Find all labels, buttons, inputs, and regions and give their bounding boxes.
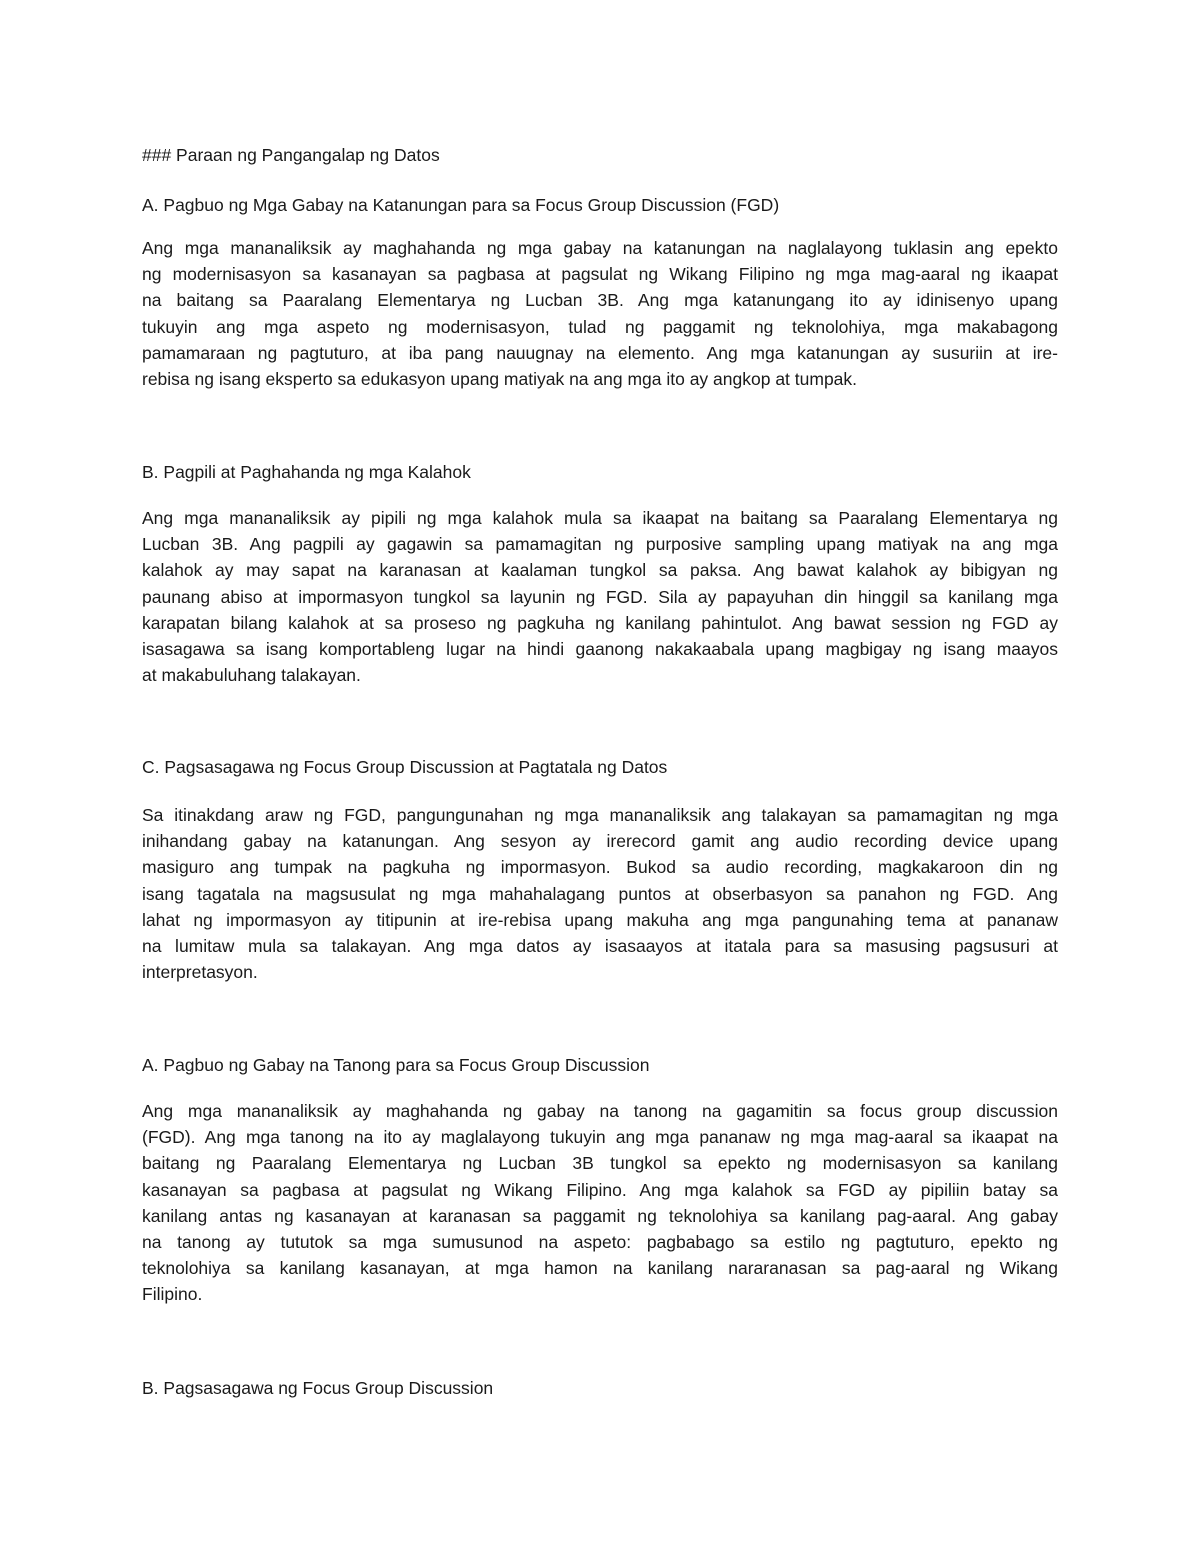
section-title: C. Pagsasagawa ng Focus Group Discussion at Pagtatala ng Datos [142,757,668,777]
paragraph-line: na baitang sa Paaralang Elementarya ng Lucban 3B. Ang mga katanungang ito ay idinisenyo upang [142,290,1058,311]
section-paragraph [142,802,1058,985]
paragraph-line: rebisa ng isang eksperto sa edukasyon upang matiyak na ang mga ito ay angkop at tumpak. [142,368,858,389]
section-paragraph [142,235,1058,392]
paragraph-line: masiguro ang tumpak na pagkuha ng impormasyon. Bukod sa audio recording, magkakaroon din ng [142,857,1058,878]
document-heading: ### Paraan ng Pangangalap ng Datos [142,145,440,165]
paragraph-line: kalahok ay may sapat na karanasan at kaalaman tungkol sa paksa. Ang bawat kalahok ay bibigyan ng [142,560,1058,581]
paragraph-line: pamamaraan ng pagtuturo, at iba pang nauugnay na elemento. Ang mga katanungan ay susuriin at ire- [142,342,1058,363]
paragraph-line: Ang mga mananaliksik ay maghahanda ng gabay na tanong na gagamitin sa focus group discussion [142,1101,1058,1121]
paragraph-line: kanilang antas ng kasanayan at karanasan sa paggamit ng teknolohiya sa kanilang pag-aaral. Ang gabay [142,1205,1058,1226]
paragraph-line: na lumitaw mula sa talakayan. Ang mga datos ay isasaayos at itatala para sa masusing pagsusuri at [142,935,1058,956]
paragraph-line: Lucban 3B. Ang pagpili ay gagawin sa pamamagitan ng purposive sampling upang matiyak na ang mga [142,534,1058,555]
paragraph-line: kasanayan sa pagbasa at pagsulat ng Wikang Filipino. Ang mga kalahok sa FGD ay pipiliin batay sa [142,1179,1058,1200]
paragraph-line: Sa itinakdang araw ng FGD, pangungunahan ng mga mananaliksik ang talakayan sa pamamagitan ng mga [142,805,1058,825]
paragraph-line: tukuyin ang mga aspeto ng modernisasyon, tulad ng paggamit ng teknolohiya, mga makabagong [142,316,1058,337]
section-paragraph [142,1098,1058,1308]
section-title: B. Pagpili at Paghahanda ng mga Kalahok [142,462,471,482]
paragraph-line: Filipino. [142,1284,203,1305]
paragraph-line: at makabuluhang talakayan. [142,665,361,686]
section-paragraph [142,505,1058,688]
paragraph-line: na tanong ay tututok sa mga sumusunod na aspeto: pagbabago sa estilo ng pagtuturo, epekto ng [142,1231,1058,1252]
section-title: A. Pagbuo ng Mga Gabay na Katanungan para sa Focus Group Discussion (FGD) [142,195,780,215]
paragraph-line: interpretasyon. [142,962,258,983]
paragraph-line: isasagawa sa isang komportableng lugar na hindi gaanong nakakaabala upang magbigay ng isang maayos [142,638,1058,659]
paragraph-line: inihandang gabay na katanungan. Ang sesyon ay irerecord gamit ang audio recording device upang [142,831,1058,852]
paragraph-line: Ang mga mananaliksik ay pipili ng mga kalahok mula sa ikaapat na baitang sa Paaralang Elementarya ng [142,508,1058,528]
section-title: A. Pagbuo ng Gabay na Tanong para sa Focus Group Discussion [142,1055,650,1075]
paragraph-line: isang tagatala na magsusulat ng mga mahahalagang puntos at obserbasyon sa panahon ng FGD. Ang [142,883,1058,904]
paragraph-line: lahat ng impormasyon ay titipunin at ire-rebisa upang makuha ang mga pangunahing tema at pananaw [142,909,1058,930]
paragraph-line: karapatan bilang kalahok at sa proseso ng pagkuha ng kanilang pahintulot. Ang bawat session ng FGD ay [142,612,1058,633]
paragraph-line: teknolohiya sa kanilang kasanayan, at mga hamon na kanilang nararanasan sa pag-aaral ng Wikang [142,1258,1058,1279]
paragraph-line: (FGD). Ang mga tanong na ito ay maglalayong tukuyin ang mga pananaw ng mga mag-aaral sa ikaapat na [142,1127,1058,1148]
paragraph-line: ng modernisasyon sa kasanayan sa pagbasa at pagsulat ng Wikang Filipino ng mga mag-aaral ng ikaapat [142,264,1058,285]
paragraph-line: baitang ng Paaralang Elementarya ng Lucban 3B tungkol sa epekto ng modernisasyon sa kanilang [142,1153,1058,1174]
paragraph-line: Ang mga mananaliksik ay maghahanda ng mga gabay na katanungan na naglalayong tuklasin ang epekto [142,238,1058,258]
section-title: B. Pagsasagawa ng Focus Group Discussion [142,1378,494,1398]
paragraph-line: paunang abiso at impormasyon tungkol sa layunin ng FGD. Sila ay papayuhan din hinggil sa kanilang mga [142,586,1058,607]
